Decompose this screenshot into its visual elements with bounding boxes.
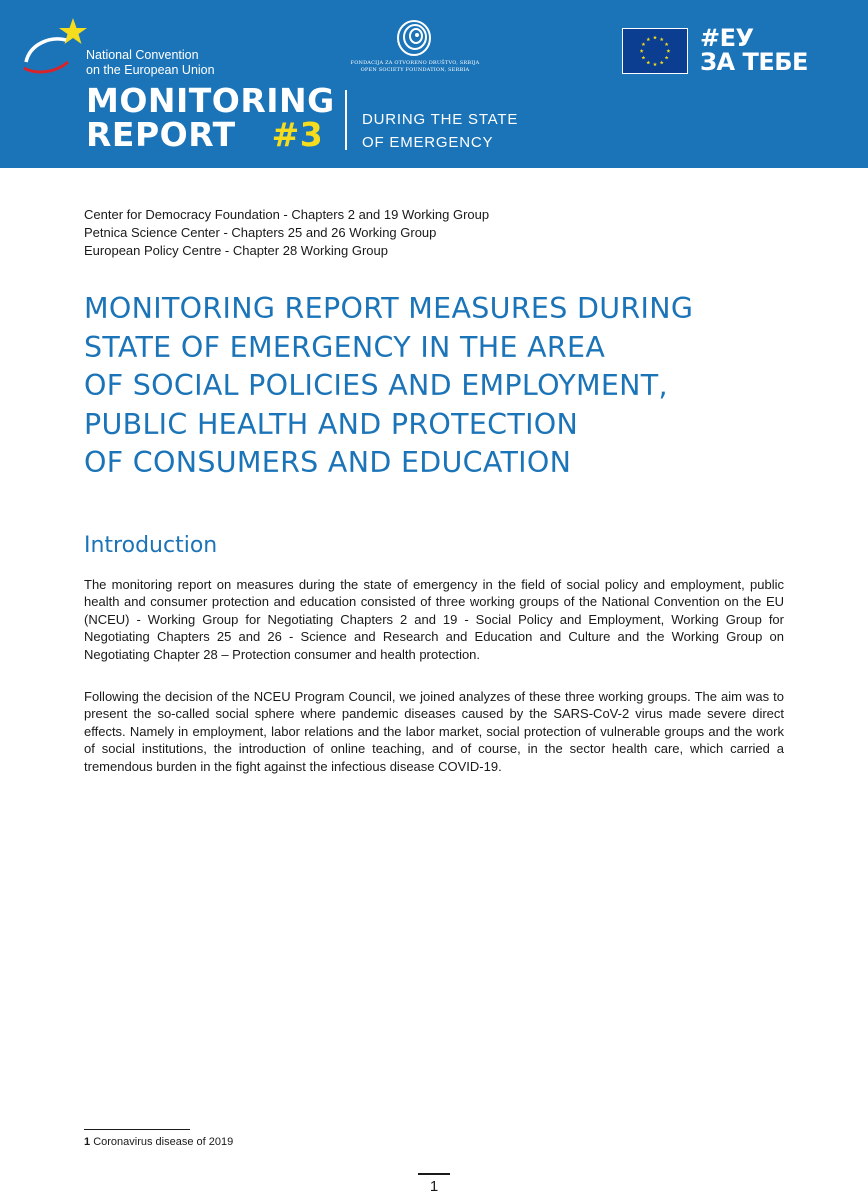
report-subtitle-line-1: DURING THE STATE [362, 111, 519, 128]
osf-swirl-icon [392, 18, 436, 58]
osf-line-2: OPEN SOCIETY FOUNDATION, SERBIA [360, 66, 470, 73]
organizations-list [84, 206, 489, 260]
organization-line: Petnica Science Center - Chapters 25 and 26 Working Group [84, 225, 437, 240]
report-header [0, 0, 868, 168]
organization-line: Center for Democracy Foundation - Chapters 2 and 19 Working Group [84, 207, 490, 222]
osf-line-1: FONDACIJA ZA OTVORENO DRUŠTVO, SRBIJA [350, 60, 480, 66]
eu-flag-icon [622, 28, 688, 74]
footnote-text: Coronavirus disease of 2019 [93, 1136, 234, 1148]
report-title-line-1: MONITORING [86, 81, 335, 120]
document-title-line: MONITORING REPORT MEASURES DURING [84, 292, 694, 325]
section-heading: Introduction [84, 533, 218, 558]
page-number-rule [418, 1173, 450, 1175]
osf-name [340, 60, 490, 73]
organization-line: European Policy Centre - Chapter 28 Working Group [84, 243, 388, 258]
page-number: 1 [429, 1178, 439, 1195]
document-title-line: PUBLIC HEALTH AND PROTECTION [84, 407, 579, 441]
footnote [84, 1136, 233, 1148]
document-title [84, 290, 804, 483]
footnote-rule [84, 1129, 190, 1130]
report-subtitle [362, 108, 518, 154]
body-paragraph: The monitoring report on measures during the state of emergency in the field of social policy and employment, public health and consumer protection and education consisted of three working groups of the National Convention on the EU (NCEU) - Working Group for Negotiating Chapters 2 and 19 - Social Policy and Employment, Working Group for Negotiating Chapters 25 and 26 - Science and Research and Education and Culture and the Working Group on Negotiating Chapter 28 – Protection consumer and health protection. [84, 577, 784, 662]
hashtag-logo [700, 26, 808, 74]
report-title-word: REPORT [86, 115, 236, 154]
report-title [86, 81, 335, 154]
nceu-name [86, 48, 215, 78]
footnote-number: 1 [84, 1136, 91, 1148]
hashtag-line-2: ЗА ТЕБЕ [700, 48, 808, 76]
hashtag-line-1: #ЕУ [700, 24, 754, 52]
body-paragraph: Following the decision of the NCEU Program Council, we joined analyzes of these three working groups. The aim was to present the so-called social sphere where pandemic diseases caused by the SARS-CoV-2 virus made severe direct effects. Namely in employment, labor relations and the labor market, social protection of vulnerable groups and the work of social institutions, the introduction of online teaching, and of course, in the sector health care, which carried a tremendous burden in the fight against the infectious disease COVID-19. [84, 689, 784, 774]
nceu-line-2: on the European Union [86, 63, 215, 77]
document-title-line: OF CONSUMERS AND EDUCATION [84, 446, 572, 479]
document-title-line: STATE OF EMERGENCY IN THE AREA [84, 330, 606, 364]
report-number: #3 [271, 115, 324, 154]
document-title-line: OF SOCIAL POLICIES AND EMPLOYMENT, [84, 369, 668, 402]
nceu-line-1: National Convention [86, 48, 199, 62]
header-divider [345, 90, 347, 150]
report-title-line-2 [86, 115, 335, 154]
star-swoosh-icon [20, 16, 90, 76]
report-subtitle-line-2: OF EMERGENCY [362, 134, 494, 151]
